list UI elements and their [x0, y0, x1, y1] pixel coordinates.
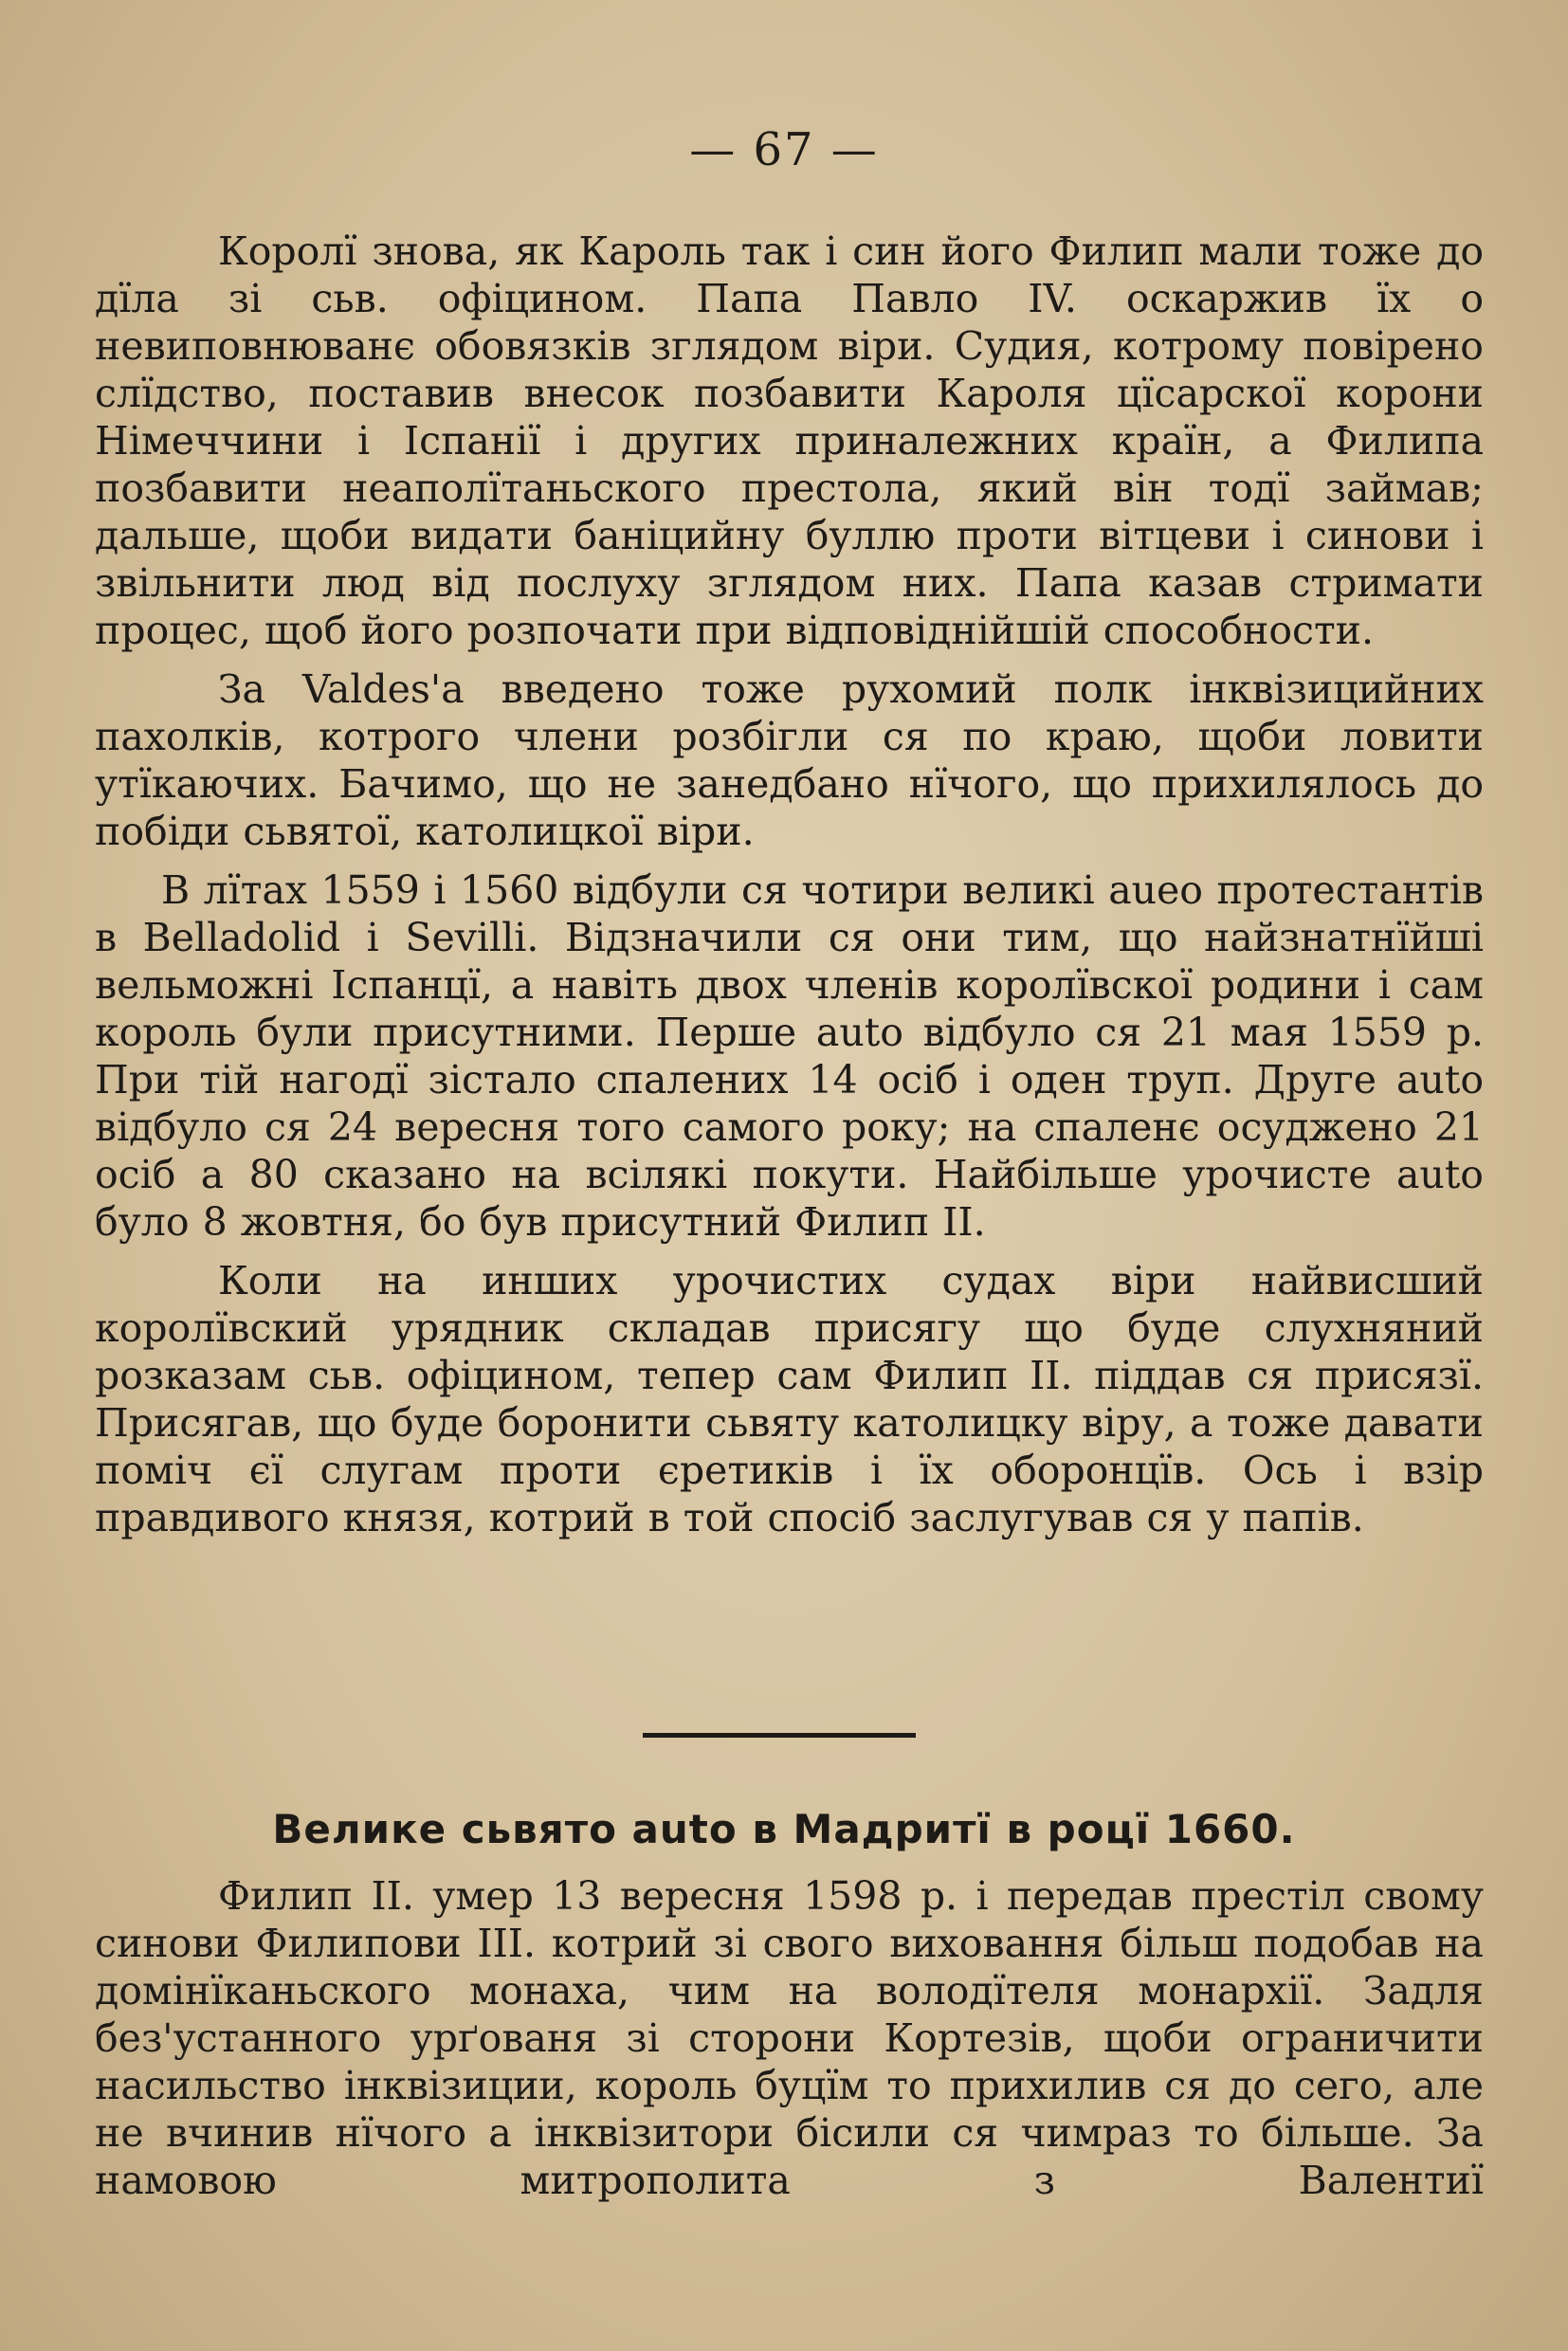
section-heading: Велике сьвято auto в Мадритї в роцї 1660.	[272, 1806, 1296, 1852]
paragraph: Филип II. умер 13 вересня 1598 р. і передав престіл свому синови Филипови III. котрий зі свого виховання більш подобав на домінїканьского монаха, чим на володїтеля монархії. Задля без'устанного урґованя зі сторони Кортезів, щоби ограничити насильство інквізиции, король буцїм то прихилив ся до сего, але не вчинив нїчого а інквізитори бісили ся чимраз то більше. За намовою митрополита з Валентиї	[95, 1873, 1484, 2203]
paragraph: Коли на инших урочистих судах віри найвисший королївский урядник складав присягу що буде слухняний розказам сьв. офіцином, тепер сам Филип II. піддав ся присязї. Присягав, що буде боронити сьвяту католицку віру, а тоже давати поміч єї слугам проти єретиків і їх оборонцїв. Ось і взір правдивого князя, котрий в той спосіб заслугував ся у папів.	[95, 1258, 1484, 1540]
body-text	[95, 228, 1484, 1541]
section-body-text	[95, 1872, 1484, 2204]
page-number: — 67 —	[689, 123, 879, 176]
paragraph: Королї знова, як Кароль так і син його Филип мали тоже до дїла зі сьв. офіцином. Папа Павло IV. оскаржив їх о невиповнюванє обовязків зглядом віри. Судия, котрому повірено слїдство, поставив внесок позбавити Кароля цїсарскої корони Німеччини і Іспанії і других приналежних країн, а Филипа позбавити неаполїтаньского престола, який він тодї займав; дальше, щоби видати баніцийну буллю проти вітцеви і синови і звільнити люд від послуху зглядом них. Папа казав стримати процес, щоб його розпочати при відповіднійшій способности.	[95, 228, 1484, 653]
section-divider	[643, 1733, 916, 1738]
paragraph: В лїтах 1559 і 1560 відбули ся чотири великі auео протестантів в Belladolid і Sevilli. Відзначили ся они тим, що найзнатнїйші вельможні Іспанцї, а навіть двох членів королївскої родини і сам король були присутними. Перше auto відбуло ся 21 мая 1559 р. При тій нагодї зістало спалених 14 осіб і оден труп. Друге auto відбуло ся 24 вересня того самого року; на спаленє осуджено 21 осіб а 80 сказано на всілякі покути. Найбільше урочисте auto було 8 жовтня, бо був присутний Филип II.	[95, 867, 1484, 1245]
paragraph: За Valdes'а введено тоже рухомий полк інквізицийних пахолків, котрого члени розбігли ся по краю, щоби ловити утїкаючих. Бачимо, що не занедбано нїчого, що прихилялось до побіди сьвятої, католицкої віри.	[95, 666, 1484, 854]
